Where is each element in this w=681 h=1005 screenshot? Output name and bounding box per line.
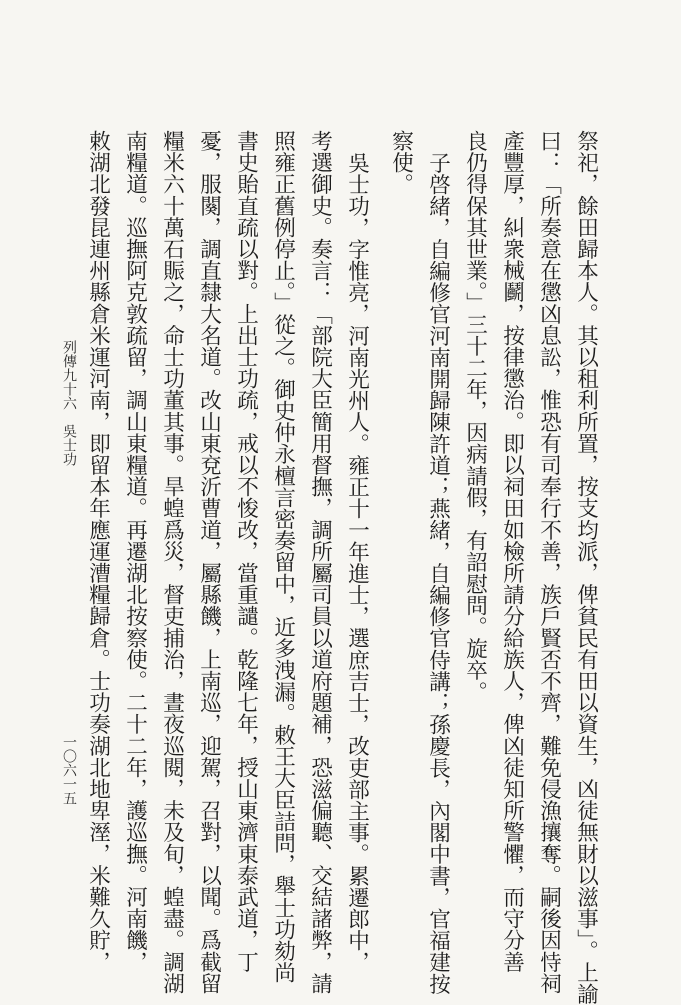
text-column-3: 產豐厚，糾衆械鬬，按律懲治。即以祠田如檢所請分給族人，俾凶徒知所警懼，而守分善 xyxy=(499,130,525,973)
text-column-14: 敕湖北發昆連州縣倉米運河南，即留本年應運漕糧歸倉。士功奏湖北地卑溼，米難久貯， xyxy=(85,130,111,973)
text-column-5: 子啓緒，自編修官河南開歸陳許道；燕緒，自編修官侍講；孫慶長，內閣中書，官福建按 xyxy=(425,152,451,995)
text-column-12: 糧米六十萬石賑之，命士功董其事。旱蝗爲災，督吏捕治，晝夜巡閱，未及旬，蝗盡。調湖 xyxy=(159,130,185,994)
text-column-13: 南糧道。巡撫阿克敦疏留，調山東糧道。再遷湖北按察使。二十二年，護巡撫。河南饑， xyxy=(122,130,148,973)
running-title: 列傳九十六 吳士功 xyxy=(61,340,77,466)
text-column-1: 祭祀，餘田歸本人。其以租利所置，按支均派，俾貧民有田以資生，凶徒無財以滋事」。上諭 xyxy=(573,130,599,1005)
text-column-4: 良仍得保其世業。」三十二年，因病請假，有詔慰問。旋卒。 xyxy=(462,130,488,703)
text-column-10: 書史貽直疏以對。上出士功疏，戒以不悛改，當重譴。乾隆七年，授山東濟東泰武道，丁 xyxy=(233,130,259,973)
text-column-7: 吳士功，字惟亮，河南光州人。雍正十一年進士，選庶吉士，改吏部主事。累遷郎中， xyxy=(344,152,370,973)
text-column-2: 曰：「所奏意在懲凶息訟，惟恐有司奉行不善，族戶賢否不齊，難免侵漁攘奪。嗣後因恃祠 xyxy=(536,130,562,994)
text-column-9: 照雍正舊例停止。」從之。御史仲永檀言密奏留中，近多洩漏。敕王大臣詰問，舉士功劾尚 xyxy=(270,130,296,984)
text-column-6: 察使。 xyxy=(388,130,414,195)
page-number: 一〇六一五 xyxy=(61,735,77,805)
text-column-11: 憂，服闋，調直隸大名道。改山東兗沂曹道，屬縣饑，上南巡，迎駕，召對，以聞。爲截留 xyxy=(196,130,222,994)
text-column-8: 考選御史。奏言：「部院大臣簡用督撫，調所屬司員以道府題補，恐滋偏聽、交結諸弊，請 xyxy=(307,130,333,994)
